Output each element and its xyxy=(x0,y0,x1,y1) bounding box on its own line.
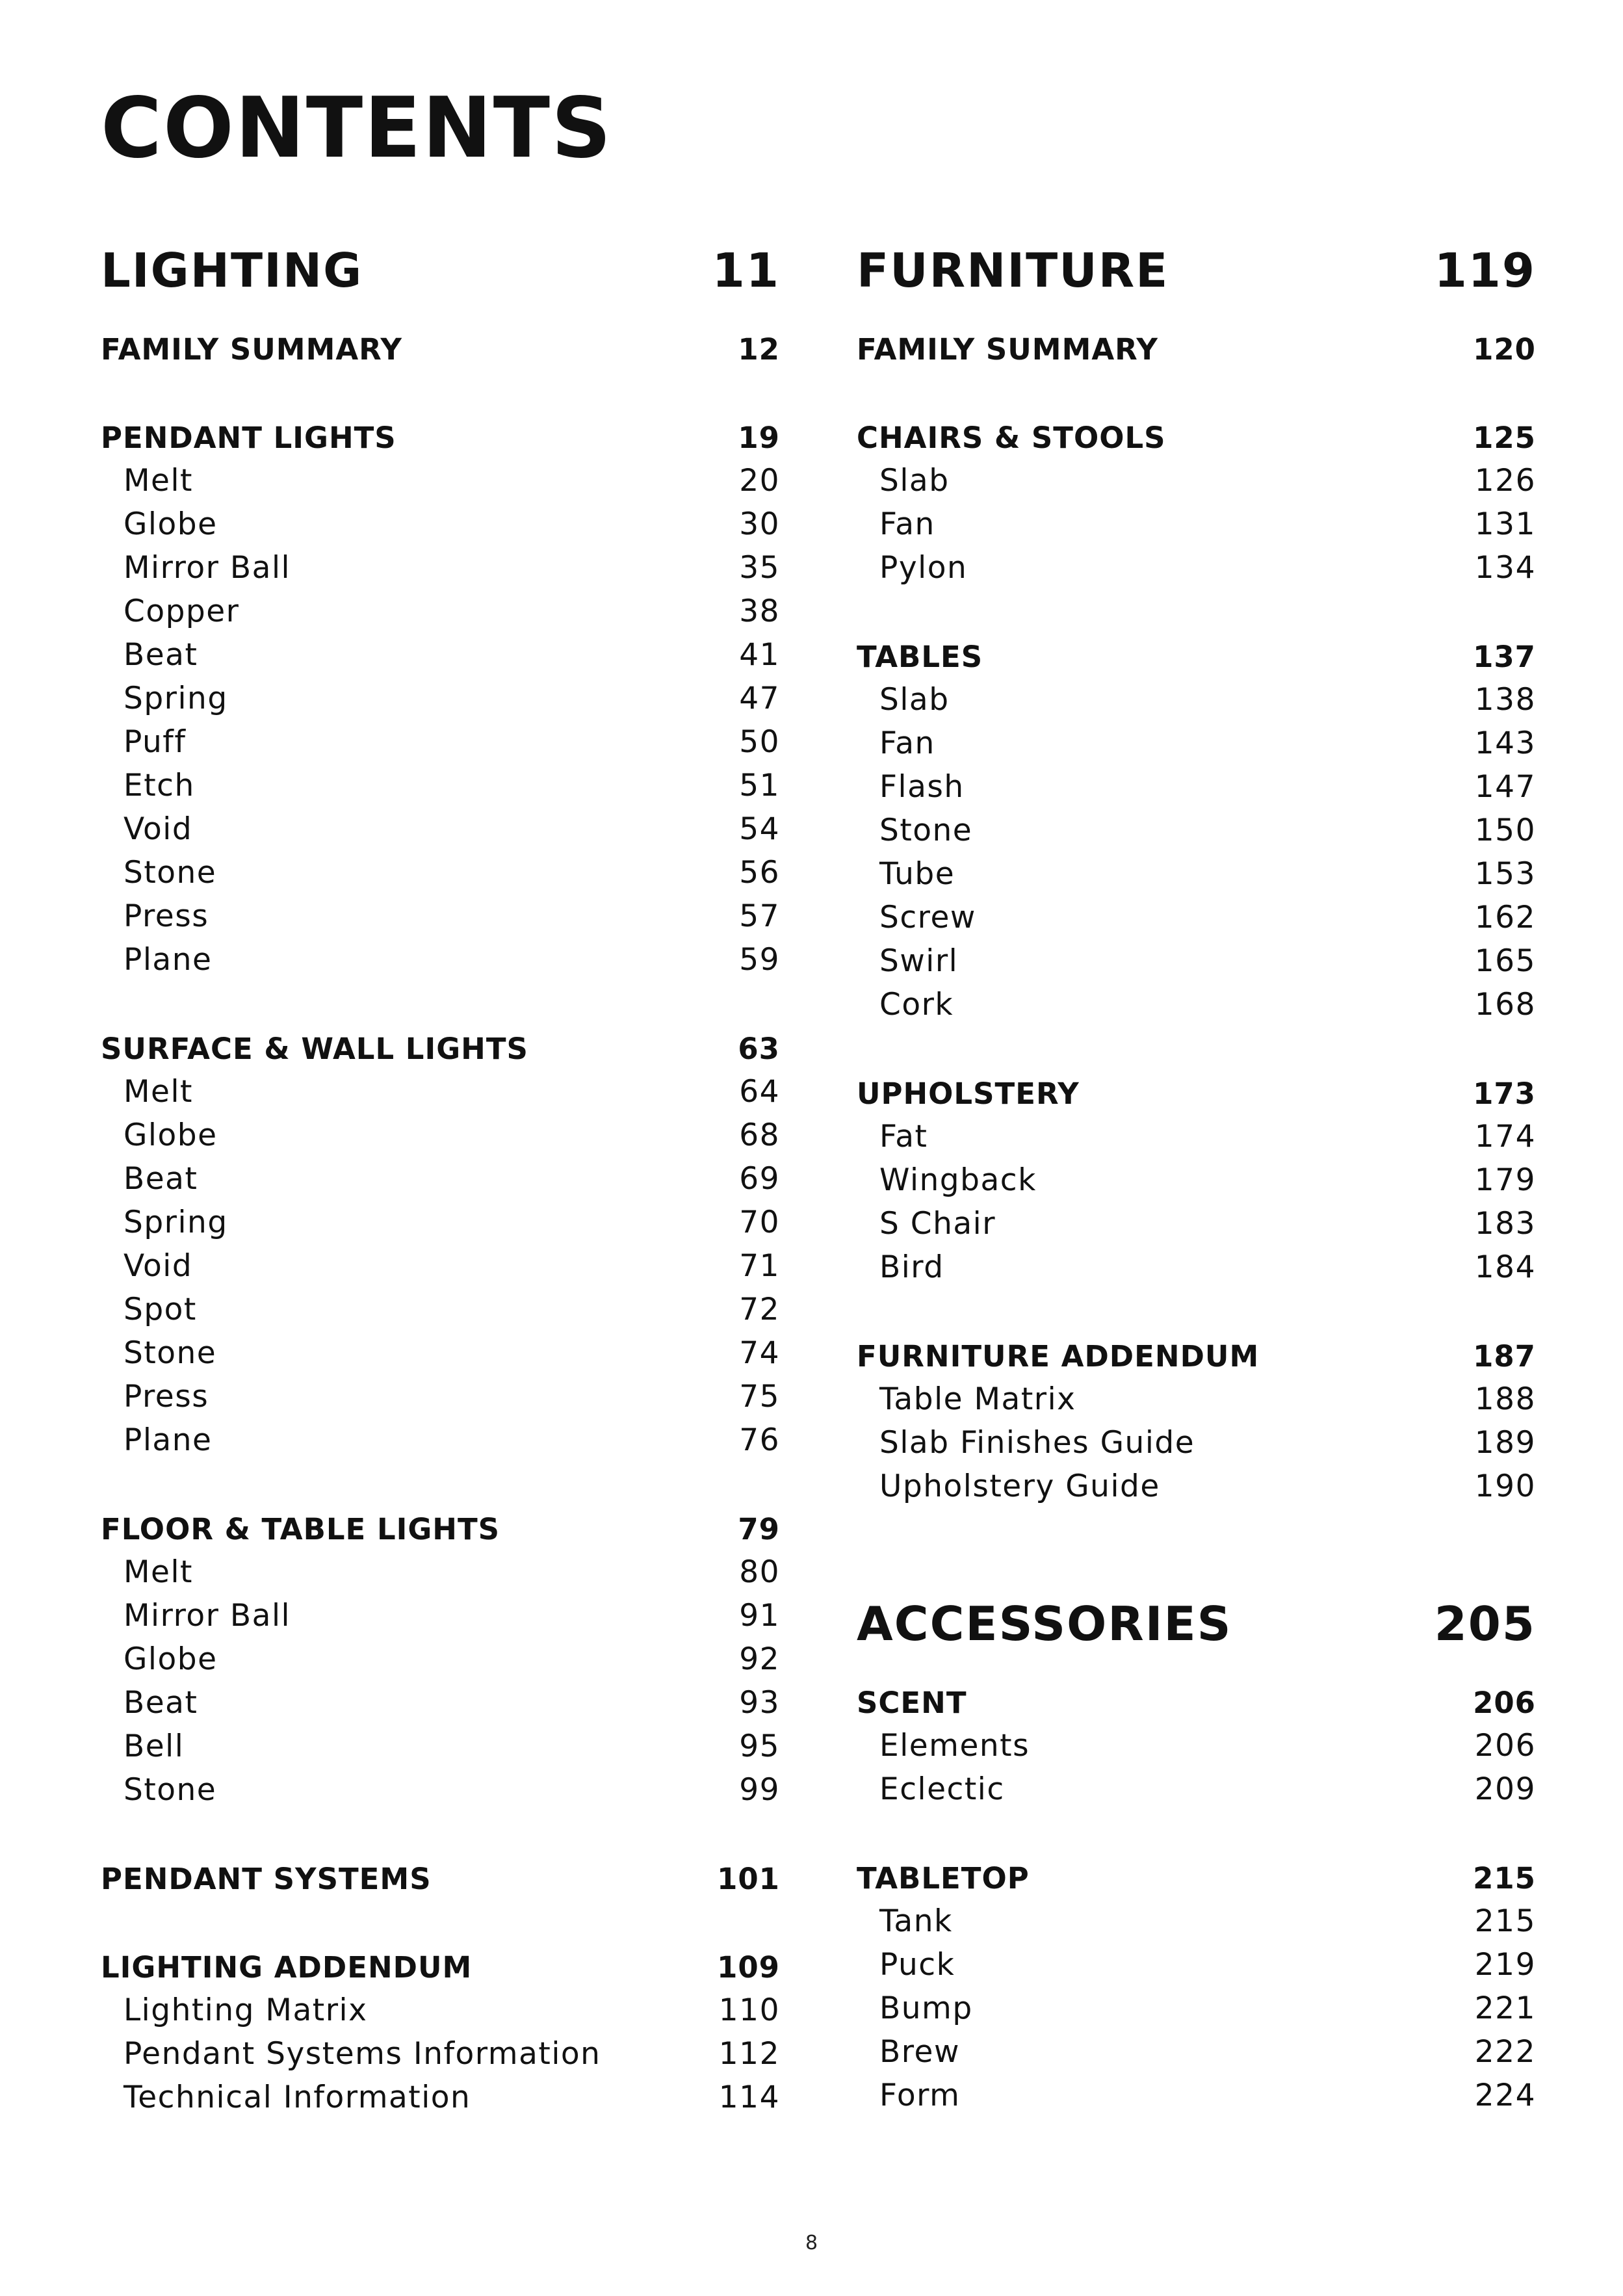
page-number: 8 xyxy=(805,2232,818,2254)
item-page: 47 xyxy=(739,681,780,716)
item-label: Stone xyxy=(879,813,973,848)
subsection-family-summary[interactable] xyxy=(857,328,1536,371)
item-page: 147 xyxy=(1474,769,1536,805)
subsection-tabletop[interactable] xyxy=(857,1857,1536,1899)
subsection-page: 12 xyxy=(738,332,780,367)
item-label: Fan xyxy=(879,506,935,542)
item-label: Technical Information xyxy=(123,2080,471,2115)
item-page: 209 xyxy=(1474,1771,1536,1807)
toc-item[interactable] xyxy=(101,1989,780,2032)
item-page: 143 xyxy=(1474,725,1536,761)
item-page: 71 xyxy=(739,1248,780,1284)
item-page: 215 xyxy=(1474,1903,1536,1939)
lighting-column xyxy=(101,239,780,2119)
item-label: Plane xyxy=(123,1422,213,1458)
item-page: 56 xyxy=(739,855,780,891)
toc-item[interactable] xyxy=(857,1465,1536,1508)
item-label: Brew xyxy=(879,2034,960,2070)
item-label: Etch xyxy=(123,768,195,803)
toc-item[interactable] xyxy=(857,1724,1536,1768)
item-label: Beat xyxy=(123,637,198,673)
item-page: 150 xyxy=(1474,813,1536,848)
item-page: 68 xyxy=(739,1117,780,1153)
toc-item[interactable] xyxy=(857,502,1536,546)
toc-item[interactable] xyxy=(857,1943,1536,1987)
toc-item[interactable] xyxy=(101,1418,780,1462)
toc-item[interactable] xyxy=(101,1157,780,1201)
toc-item[interactable] xyxy=(857,1158,1536,1202)
item-page: 224 xyxy=(1474,2078,1536,2113)
subsection-furniture-addendum[interactable] xyxy=(857,1335,1536,1377)
subsection-page: 187 xyxy=(1473,1338,1536,1374)
toc-item[interactable] xyxy=(857,1987,1536,2030)
section-accessories[interactable] xyxy=(857,1593,1536,1655)
item-label: Stone xyxy=(123,1772,217,1808)
subsection-surface-wall-lights[interactable] xyxy=(101,1027,780,1070)
item-page: 110 xyxy=(718,1992,780,2028)
subsection-page: 215 xyxy=(1473,1860,1536,1896)
toc-item[interactable] xyxy=(101,1594,780,1637)
section-title: LIGHTING xyxy=(101,243,363,298)
section-page: 119 xyxy=(1434,243,1536,298)
toc-item[interactable] xyxy=(101,1681,780,1725)
toc-item[interactable] xyxy=(857,852,1536,896)
subsection-label: PENDANT LIGHTS xyxy=(101,420,396,455)
item-label: Bird xyxy=(879,1249,944,1285)
item-label: Bump xyxy=(879,1990,973,2026)
item-label: Tube xyxy=(879,856,955,892)
toc-item[interactable] xyxy=(101,1768,780,1812)
item-page: 184 xyxy=(1474,1249,1536,1285)
toc-item[interactable] xyxy=(101,1550,780,1594)
item-page: 30 xyxy=(739,506,780,542)
item-page: 76 xyxy=(739,1422,780,1458)
item-page: 93 xyxy=(739,1685,780,1721)
subsection-page: 137 xyxy=(1473,639,1536,674)
subsection-tables[interactable] xyxy=(857,635,1536,678)
item-page: 165 xyxy=(1474,943,1536,979)
subsection-page: 173 xyxy=(1473,1076,1536,1111)
item-page: 138 xyxy=(1474,682,1536,718)
section-title: ACCESSORIES xyxy=(857,1597,1232,1651)
item-label: Press xyxy=(123,898,209,934)
subsection-label: FAMILY SUMMARY xyxy=(857,332,1158,367)
item-label: Copper xyxy=(123,594,240,629)
item-page: 219 xyxy=(1474,1947,1536,1983)
toc-item[interactable] xyxy=(857,1115,1536,1158)
item-page: 131 xyxy=(1474,506,1536,542)
subsection-pendant-lights[interactable] xyxy=(101,416,780,459)
item-page: 112 xyxy=(718,2036,780,2072)
item-label: Melt xyxy=(123,1074,193,1110)
item-label: Melt xyxy=(123,1554,193,1590)
toc-item[interactable] xyxy=(857,722,1536,765)
subsection-label: SURFACE & WALL LIGHTS xyxy=(101,1031,528,1066)
item-page: 74 xyxy=(739,1335,780,1371)
item-label: Lighting Matrix xyxy=(123,1992,368,2028)
subsection-label: FURNITURE ADDENDUM xyxy=(857,1338,1260,1374)
subsection-pendant-systems[interactable] xyxy=(101,1857,780,1900)
item-page: 20 xyxy=(739,463,780,499)
item-label: Spring xyxy=(123,1205,228,1240)
toc-item[interactable] xyxy=(101,1114,780,1157)
item-page: 64 xyxy=(739,1074,780,1110)
item-label: Flash xyxy=(879,769,965,805)
item-label: Globe xyxy=(123,1117,218,1153)
item-label: Slab Finishes Guide xyxy=(879,1425,1195,1461)
item-page: 50 xyxy=(739,724,780,760)
item-label: Fat xyxy=(879,1119,928,1155)
furniture-column xyxy=(857,239,1536,2117)
item-page: 162 xyxy=(1474,900,1536,935)
item-label: Mirror Ball xyxy=(123,1598,291,1634)
item-label: Spring xyxy=(123,681,228,716)
toc-item[interactable] xyxy=(857,765,1536,809)
toc-item[interactable] xyxy=(101,1331,780,1375)
subsection-page: 125 xyxy=(1473,420,1536,455)
toc-item[interactable] xyxy=(101,1201,780,1244)
item-label: Press xyxy=(123,1379,209,1415)
item-page: 95 xyxy=(739,1729,780,1764)
item-label: Form xyxy=(879,2078,961,2113)
toc-item[interactable] xyxy=(101,807,780,851)
toc-item[interactable] xyxy=(857,678,1536,722)
subsection-label: LIGHTING ADDENDUM xyxy=(101,1950,473,1985)
item-page: 126 xyxy=(1474,463,1536,499)
item-label: Spot xyxy=(123,1292,197,1327)
toc-item[interactable] xyxy=(101,2076,780,2119)
section-page: 11 xyxy=(712,243,780,298)
subsection-page: 63 xyxy=(738,1031,780,1066)
toc-item[interactable] xyxy=(101,938,780,982)
subsection-floor-table-lights[interactable] xyxy=(101,1507,780,1550)
subsection-label: FLOOR & TABLE LIGHTS xyxy=(101,1511,500,1546)
toc-item[interactable] xyxy=(101,1375,780,1418)
item-label: Stone xyxy=(123,1335,217,1371)
item-page: 174 xyxy=(1474,1119,1536,1155)
item-label: Eclectic xyxy=(879,1771,1005,1807)
subsection-chairs-stools[interactable] xyxy=(857,416,1536,459)
item-page: 59 xyxy=(739,942,780,978)
item-label: Slab xyxy=(879,463,950,499)
item-page: 38 xyxy=(739,594,780,629)
subsection-scent[interactable] xyxy=(857,1681,1536,1724)
item-page: 206 xyxy=(1474,1728,1536,1764)
item-label: Wingback xyxy=(879,1162,1037,1198)
subsection-label: SCENT xyxy=(857,1685,967,1720)
item-page: 188 xyxy=(1474,1381,1536,1417)
page-title: CONTENTS xyxy=(101,80,613,177)
toc-item[interactable] xyxy=(857,1421,1536,1465)
item-label: Melt xyxy=(123,463,193,499)
item-label: Tank xyxy=(879,1903,953,1939)
item-page: 41 xyxy=(739,637,780,673)
toc-item[interactable] xyxy=(857,1202,1536,1246)
toc-item[interactable] xyxy=(101,633,780,677)
toc-item[interactable] xyxy=(857,1377,1536,1421)
subsection-lighting-addendum[interactable] xyxy=(101,1946,780,1989)
item-page: 80 xyxy=(739,1554,780,1590)
item-label: Stone xyxy=(123,855,217,891)
item-label: S Chair xyxy=(879,1206,996,1242)
item-page: 91 xyxy=(739,1598,780,1634)
item-label: Puck xyxy=(879,1947,955,1983)
toc-item[interactable] xyxy=(101,677,780,720)
item-page: 114 xyxy=(718,2080,780,2115)
item-label: Beat xyxy=(123,1161,198,1197)
item-label: Void xyxy=(123,811,193,847)
subsection-page: 120 xyxy=(1473,332,1536,367)
item-label: Screw xyxy=(879,900,976,935)
toc-item[interactable] xyxy=(101,720,780,764)
toc-item[interactable] xyxy=(101,1637,780,1681)
item-label: Bell xyxy=(123,1729,185,1764)
item-page: 221 xyxy=(1474,1990,1536,2026)
item-page: 189 xyxy=(1474,1425,1536,1461)
toc-item[interactable] xyxy=(101,2032,780,2076)
subsection-page: 206 xyxy=(1473,1685,1536,1720)
toc-item[interactable] xyxy=(857,939,1536,983)
toc-item[interactable] xyxy=(101,1725,780,1768)
subsection-label: PENDANT SYSTEMS xyxy=(101,1861,432,1896)
toc-item[interactable] xyxy=(101,851,780,894)
toc-item[interactable] xyxy=(857,2074,1536,2117)
toc-item[interactable] xyxy=(101,764,780,807)
item-label: Upholstery Guide xyxy=(879,1468,1160,1504)
toc-item[interactable] xyxy=(101,546,780,590)
subsection-page: 19 xyxy=(738,420,780,455)
item-label: Slab xyxy=(879,682,950,718)
item-page: 54 xyxy=(739,811,780,847)
toc-item[interactable] xyxy=(101,590,780,633)
item-label: Elements xyxy=(879,1728,1030,1764)
subsection-label: TABLETOP xyxy=(857,1860,1030,1896)
subsection-label: TABLES xyxy=(857,639,983,674)
item-page: 72 xyxy=(739,1292,780,1327)
toc-item[interactable] xyxy=(857,1768,1536,1811)
item-label: Pylon xyxy=(879,550,968,586)
item-label: Void xyxy=(123,1248,193,1284)
section-furniture[interactable] xyxy=(857,239,1536,302)
item-page: 190 xyxy=(1474,1468,1536,1504)
item-page: 92 xyxy=(739,1641,780,1677)
section-page: 205 xyxy=(1434,1597,1536,1651)
item-page: 57 xyxy=(739,898,780,934)
item-label: Fan xyxy=(879,725,935,761)
toc-item[interactable] xyxy=(857,546,1536,590)
item-label: Puff xyxy=(123,724,187,760)
toc-item[interactable] xyxy=(101,894,780,938)
item-label: Globe xyxy=(123,1641,218,1677)
item-page: 51 xyxy=(739,768,780,803)
item-label: Plane xyxy=(123,942,213,978)
subsection-upholstery[interactable] xyxy=(857,1072,1536,1115)
item-page: 35 xyxy=(739,550,780,586)
item-label: Beat xyxy=(123,1685,198,1721)
item-page: 134 xyxy=(1474,550,1536,586)
toc-item[interactable] xyxy=(101,1070,780,1114)
toc-item[interactable] xyxy=(857,1246,1536,1289)
toc-item[interactable] xyxy=(857,896,1536,939)
item-label: Table Matrix xyxy=(879,1381,1076,1417)
section-title: FURNITURE xyxy=(857,243,1169,298)
item-label: Swirl xyxy=(879,943,959,979)
subsection-label: CHAIRS & STOOLS xyxy=(857,420,1166,455)
toc-item[interactable] xyxy=(101,502,780,546)
item-label: Globe xyxy=(123,506,218,542)
subsection-family-summary[interactable] xyxy=(101,328,780,371)
item-page: 70 xyxy=(739,1205,780,1240)
toc-item[interactable] xyxy=(101,459,780,502)
toc-item[interactable] xyxy=(857,809,1536,852)
toc-item[interactable] xyxy=(857,2030,1536,2074)
item-label: Mirror Ball xyxy=(123,550,291,586)
subsection-page: 79 xyxy=(738,1511,780,1546)
section-lighting[interactable] xyxy=(101,239,780,302)
item-page: 69 xyxy=(739,1161,780,1197)
item-page: 222 xyxy=(1474,2034,1536,2070)
subsection-page: 101 xyxy=(717,1861,780,1896)
item-page: 99 xyxy=(739,1772,780,1808)
item-label: Pendant Systems Information xyxy=(123,2036,601,2072)
subsection-label: UPHOLSTERY xyxy=(857,1076,1080,1111)
item-page: 183 xyxy=(1474,1206,1536,1242)
toc-item[interactable] xyxy=(857,459,1536,502)
subsection-page: 109 xyxy=(717,1950,780,1985)
item-label: Cork xyxy=(879,987,954,1023)
subsection-label: FAMILY SUMMARY xyxy=(101,332,402,367)
toc-item[interactable] xyxy=(857,1899,1536,1943)
item-page: 179 xyxy=(1474,1162,1536,1198)
toc-item[interactable] xyxy=(857,983,1536,1026)
toc-item[interactable] xyxy=(101,1288,780,1331)
item-page: 153 xyxy=(1474,856,1536,892)
item-page: 168 xyxy=(1474,987,1536,1023)
toc-item[interactable] xyxy=(101,1244,780,1288)
item-page: 75 xyxy=(739,1379,780,1415)
